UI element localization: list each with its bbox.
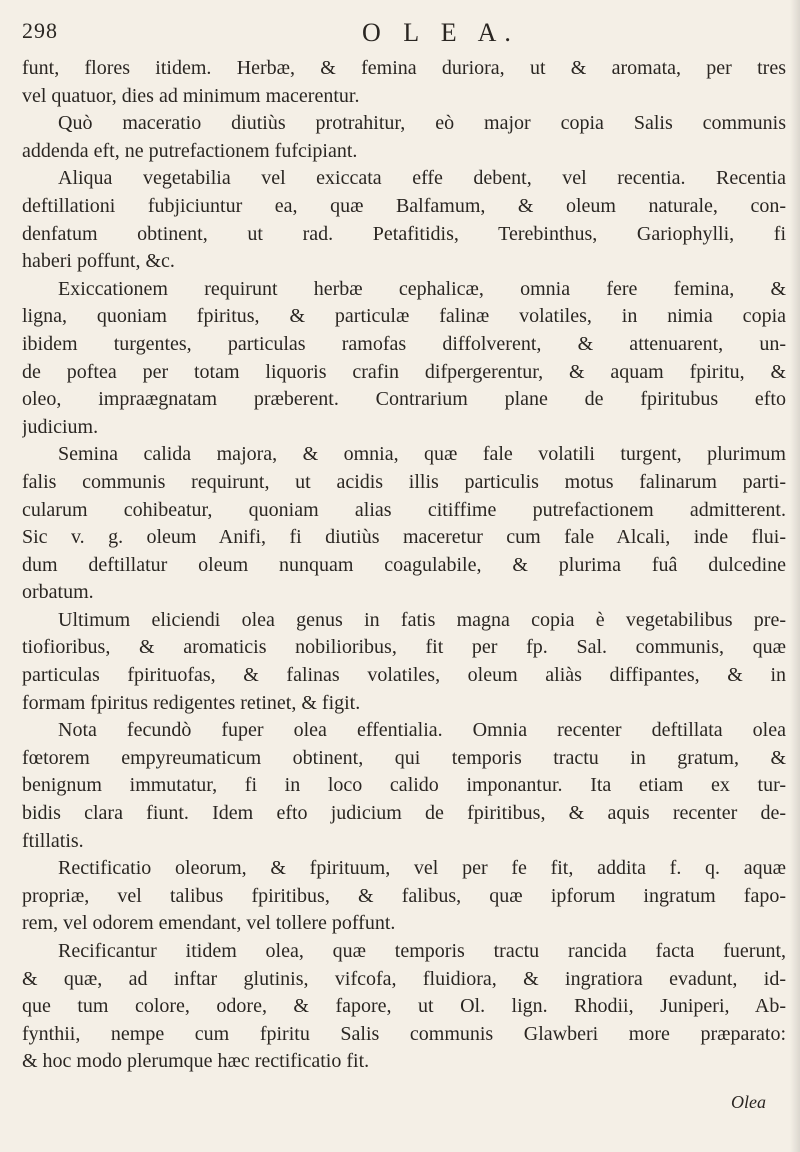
text-line: vel quatuor, dies ad minimum macerentur. (22, 84, 360, 107)
text-line: Nota fecundò fuper olea effentialia. Omnia recenter deftillata olea (58, 719, 786, 742)
text-line: Semina calida majora, & omnia, quæ fale volatili turgent, plurimum (58, 443, 786, 466)
running-title: O L E A. (362, 18, 519, 47)
text-line: denfatum obtinent, ut rad. Petafitidis, Terebinthus, Gariophylli, fi (22, 222, 786, 245)
text-line: ftillatis. (22, 829, 84, 852)
text-line: orbatum. (22, 581, 94, 604)
text-line: Aliqua vegetabilia vel exiccata effe debent, vel recentia. Recentia (58, 167, 786, 190)
text-line: judicium. (22, 415, 99, 438)
text-line: cularum cohibeatur, quoniam alias citiffime putrefactionem admitterent. (22, 498, 786, 521)
text-line: que tum colore, odore, & fapore, ut Ol. lign. Rhodii, Juniperi, Ab- (22, 995, 786, 1018)
text-line: ligna, quoniam fpiritus, & particulæ falinæ volatiles, in nimia copia (22, 305, 786, 328)
text-line: de poftea per totam liquoris crafin difpergerentur, & aquam fpiritu, & (22, 360, 786, 383)
text-line: fynthii, nempe cum fpiritu Salis communis Glawberi more præparato: (22, 1022, 786, 1045)
text-line: falis communis requirunt, ut acidis illis particulis motus falinarum parti- (22, 470, 786, 493)
text-line: Sic v. g. oleum Anifi, fi diutiùs maceretur cum fale Alcali, inde flui- (22, 526, 786, 549)
text-line: haberi poffunt, &c. (22, 250, 175, 273)
text-line: ibidem turgentes, particulas ramofas diffolverent, & attenuarent, un- (22, 332, 786, 355)
text-line: bidis clara fiunt. Idem efto judicium de fpiritibus, & aquis recenter de- (22, 802, 786, 825)
text-line: tiofioribus, & aromaticis nobilioribus, fit per fp. Sal. communis, quæ (22, 636, 786, 659)
page-header (22, 18, 782, 52)
text-line: & quæ, ad inftar glutinis, vifcofa, fluidiora, & ingratiora evadunt, id- (22, 967, 786, 990)
text-line: benignum immutatur, fi in loco calido imponantur. Ita etiam ex tur- (22, 774, 786, 797)
text-line: propriæ, vel talibus fpiritibus, & falibus, quæ ipforum ingratum fapo- (22, 884, 786, 907)
text-line: funt, flores itidem. Herbæ, & femina duriora, ut & aromata, per tres (22, 57, 786, 79)
page-edge-shadow (790, 0, 800, 1152)
text-line: particulas fpirituofas, & falinas volatiles, oleum aliàs diffipantes, & in (22, 664, 786, 687)
text-line: dum deftillatur oleum nunquam coagulabile, & plurima fuâ dulcedine (22, 553, 786, 576)
text-line: formam fpiritus redigentes retinet, & figit. (22, 691, 361, 714)
catchword: Olea (731, 1092, 766, 1112)
text-line: Rectificatio oleorum, & fpirituum, vel per fe fit, addita f. q. aquæ (58, 857, 786, 880)
text-line: fœtorem empyreumaticum obtinent, qui temporis tractu in gratum, & (22, 746, 786, 769)
body-text (22, 55, 786, 1076)
text-line: addenda eft, ne putrefactionem fufcipiant. (22, 139, 358, 162)
text-line: Recificantur itidem olea, quæ temporis tractu rancida facta fuerunt, (58, 940, 786, 962)
text-line: Ultimum eliciendi olea genus in fatis magna copia è vegetabilibus pre- (58, 608, 786, 631)
text-line: & hoc modo plerumque hæc rectificatio fit. (22, 1050, 370, 1073)
text-line: deftillationi fubjiciuntur ea, quæ Balfamum, & oleum naturale, con- (22, 194, 786, 217)
text-line: Exiccationem requirunt herbæ cephalicæ, omnia fere femina, & (58, 277, 786, 300)
text-line: rem, vel odorem emendant, vel tollere poffunt. (22, 912, 396, 935)
text-line: oleo, impraægnatam præberent. Contrarium plane de fpiritubus efto (22, 388, 786, 411)
text-line: Quò maceratio diutiùs protrahitur, eò major copia Salis communis (58, 112, 786, 135)
page-number: 298 (22, 18, 58, 43)
